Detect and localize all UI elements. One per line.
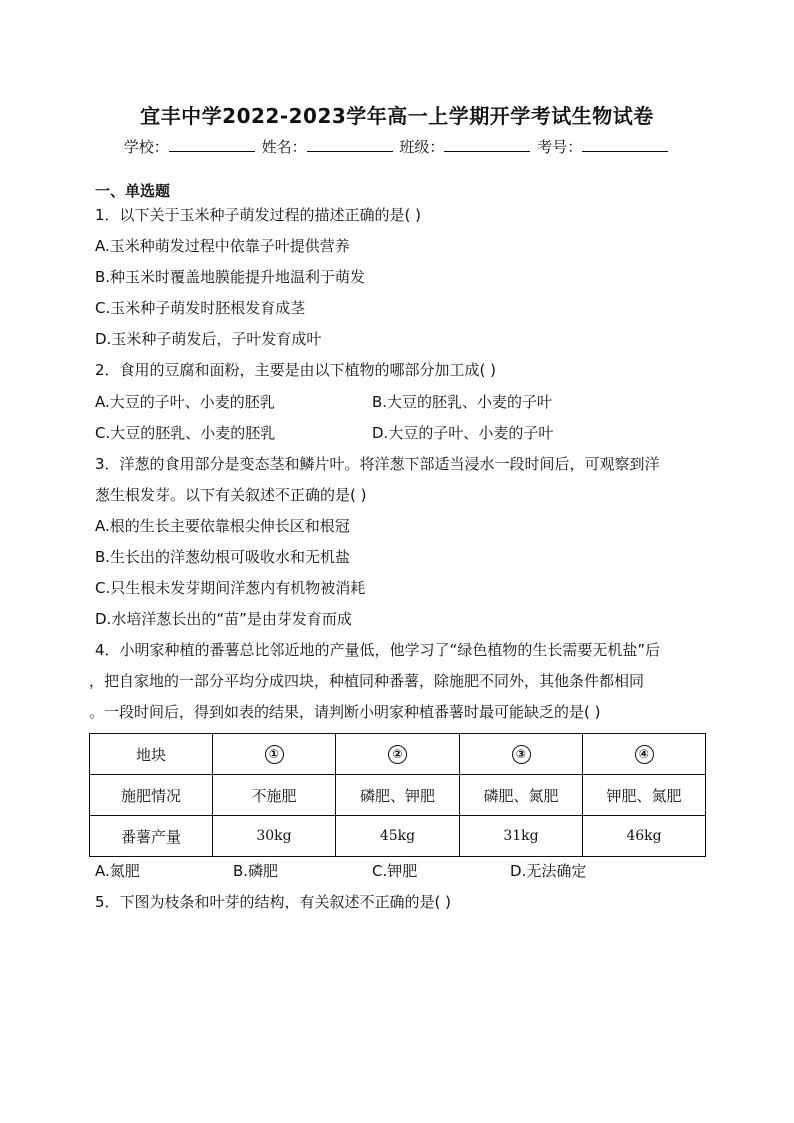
name-blank[interactable] bbox=[307, 137, 393, 152]
student-info-row bbox=[0, 136, 794, 157]
plot-number: ③ bbox=[512, 745, 531, 764]
question-4-options bbox=[95, 861, 695, 881]
plot-number: ④ bbox=[635, 745, 654, 764]
question-1-option-c[interactable]: C.玉米种子萌发时胚根发育成茎 bbox=[95, 299, 306, 317]
question-3-stem-line-1: 3．洋葱的食用部分是变态茎和鳞片叶。将洋葱下部适当浸水一段时间后，可观察到洋 bbox=[95, 455, 660, 473]
question-1-option-a[interactable]: A.玉米种萌发过程中依靠子叶提供营养 bbox=[95, 237, 350, 255]
question-1-stem: 1．以下关于玉米种子萌发过程的描述正确的是( ) bbox=[95, 206, 422, 224]
class-blank[interactable] bbox=[444, 137, 530, 152]
question-2-stem: 2．食用的豆腐和面粉，主要是由以下植物的哪部分加工成( ) bbox=[95, 361, 497, 379]
question-3-stem-line-2: 葱生根发芽。以下有关叙述不正确的是( ) bbox=[95, 486, 367, 504]
question-2-option-b[interactable]: B.大豆的胚乳、小麦的子叶 bbox=[372, 393, 553, 411]
question-4-option-a[interactable]: A.氮肥 bbox=[95, 862, 140, 880]
table-row-header: 地块 bbox=[90, 734, 213, 775]
plot-number: ② bbox=[388, 745, 407, 764]
number-blank[interactable] bbox=[582, 137, 668, 152]
class-label: 班级： bbox=[399, 138, 445, 156]
table-cell bbox=[583, 734, 706, 775]
question-1-option-d[interactable]: D.玉米种子萌发后，子叶发育成叶 bbox=[95, 330, 322, 348]
table-row-header: 番薯产量 bbox=[90, 816, 213, 857]
school-blank[interactable] bbox=[169, 137, 255, 152]
question-2-option-a[interactable]: A.大豆的子叶、小麦的胚乳 bbox=[95, 393, 275, 411]
question-2-option-c[interactable]: C.大豆的胚乳、小麦的胚乳 bbox=[95, 424, 276, 442]
question-3-option-b[interactable]: B.生长出的洋葱幼根可吸收水和无机盐 bbox=[95, 548, 351, 566]
question-1-option-b[interactable]: B.种玉米时覆盖地膜能提升地温利于萌发 bbox=[95, 268, 366, 286]
question-4-stem-line-1: 4．小明家种植的番薯总比邻近地的产量低，他学习了“绿色植物的生长需要无机盐”后 bbox=[95, 641, 661, 659]
question-2-option-d[interactable]: D.大豆的子叶、小麦的子叶 bbox=[372, 424, 554, 442]
table-row-header: 施肥情况 bbox=[90, 775, 213, 816]
table-row bbox=[90, 816, 706, 857]
table-cell: 30kg bbox=[213, 816, 336, 857]
table-cell: 45kg bbox=[336, 816, 460, 857]
plot-number: ① bbox=[265, 745, 284, 764]
table-cell: 31kg bbox=[460, 816, 583, 857]
exam-title: 宜丰中学2022-2023学年高一上学期开学考试生物试卷 bbox=[140, 104, 654, 128]
table-cell bbox=[336, 734, 460, 775]
question-4-option-b[interactable]: B.磷肥 bbox=[233, 862, 279, 880]
question-4-stem-line-3: 。一段时间后，得到如表的结果，请判断小明家种植番薯时最可能缺乏的是( ) bbox=[89, 703, 601, 721]
table-cell: 46kg bbox=[583, 816, 706, 857]
table-row bbox=[90, 775, 706, 816]
name-label: 姓名： bbox=[261, 138, 307, 156]
school-label: 学校： bbox=[123, 138, 169, 156]
question-3-option-a[interactable]: A.根的生长主要依靠根尖伸长区和根冠 bbox=[95, 517, 350, 535]
question-4-option-d[interactable]: D.无法确定 bbox=[510, 862, 587, 880]
section-heading: 一、单选题 bbox=[95, 182, 171, 200]
table-row bbox=[90, 734, 706, 775]
table-cell bbox=[460, 734, 583, 775]
question-3-option-c[interactable]: C.只生根未发芽期间洋葱内有机物被消耗 bbox=[95, 579, 366, 597]
table-cell: 磷肥、氮肥 bbox=[460, 775, 583, 816]
question-3-option-d[interactable]: D.水培洋葱长出的“苗”是由芽发育而成 bbox=[95, 610, 352, 628]
table-cell: 磷肥、钾肥 bbox=[336, 775, 460, 816]
question-4-option-c[interactable]: C.钾肥 bbox=[372, 862, 418, 880]
number-label: 考号： bbox=[537, 138, 583, 156]
table-cell bbox=[213, 734, 336, 775]
question-4-stem-line-2: ，把自家地的一部分平均分成四块，种植同种番薯，除施肥不同外，其他条件都相同 bbox=[89, 672, 645, 690]
table-cell: 不施肥 bbox=[213, 775, 336, 816]
table-cell: 钾肥、氮肥 bbox=[583, 775, 706, 816]
question-5-stem: 5．下图为枝条和叶芽的结构，有关叙述不正确的是( ) bbox=[95, 893, 452, 911]
fertilizer-results-table bbox=[89, 733, 706, 857]
